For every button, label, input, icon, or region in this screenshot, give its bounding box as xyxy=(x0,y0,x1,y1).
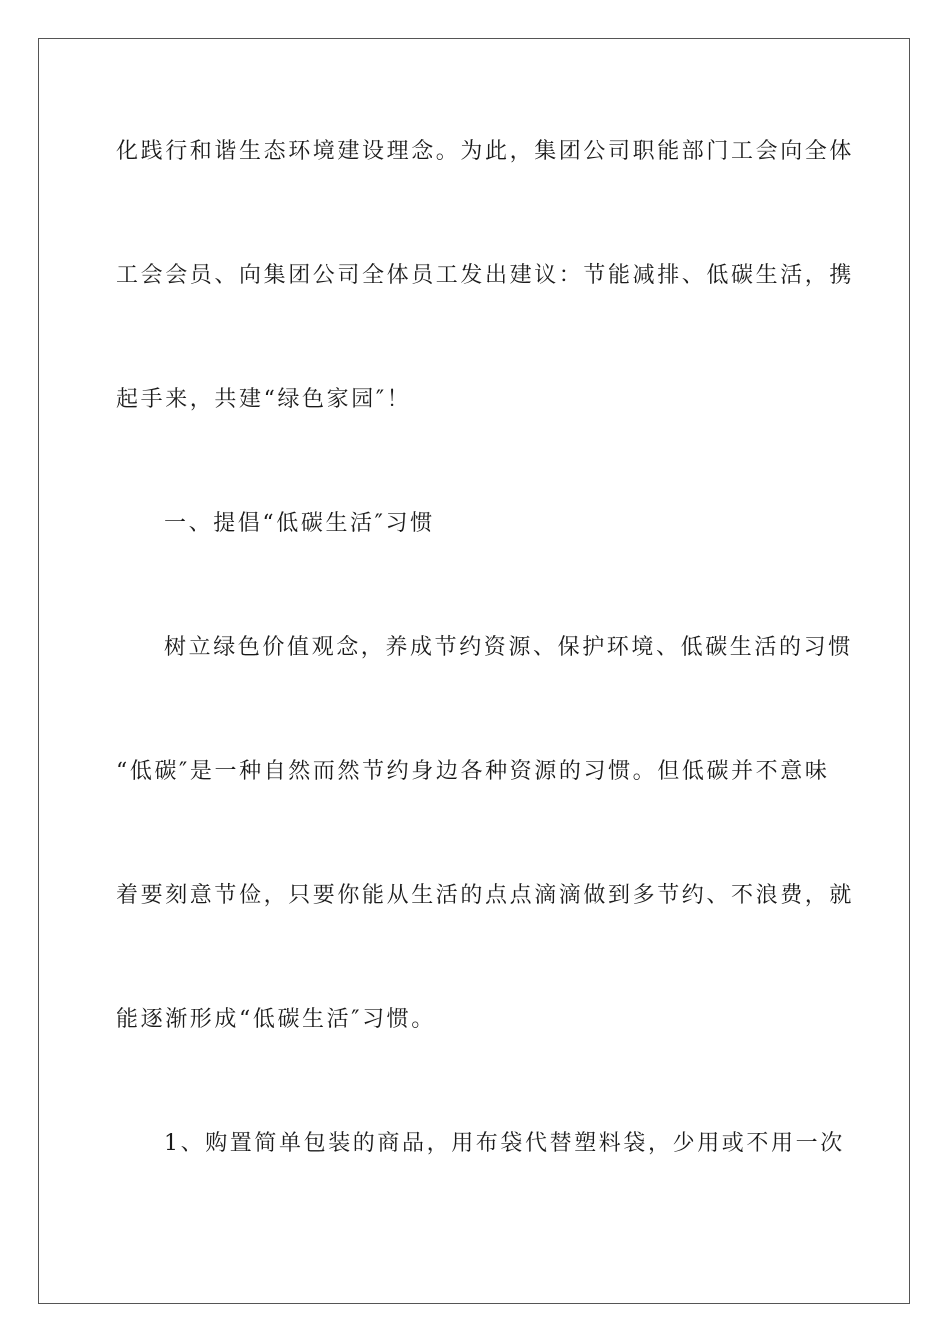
list-item-first-line: 1、购置简单包装的商品，用布袋代替塑料袋，少用或不用一次 xyxy=(164,1131,845,1156)
body-text-line: 着要刻意节俭，只要你能从生活的点点滴滴做到多节约、不浪费，就 xyxy=(116,883,855,908)
body-text-line: 化践行和谐生态环境建设理念。为此，集团公司职能部门工会向全体 xyxy=(116,139,855,164)
section-heading: 一、提倡“低碳生活″习惯 xyxy=(164,511,435,536)
body-text-line: 能逐渐形成“低碳生活″习惯。 xyxy=(116,1007,436,1032)
body-text-line: 起手来，共建“绿色家园″！ xyxy=(116,387,412,412)
body-text-line: “低碳″是一种自然而然节约身边各种资源的习惯。但低碳并不意味 xyxy=(116,759,830,784)
page-border xyxy=(38,38,910,1304)
paragraph-first-line: 树立绿色价值观念，养成节约资源、保护环境、低碳生活的习惯 xyxy=(164,635,853,660)
body-text-line: 工会会员、向集团公司全体员工发出建议：节能减排、低碳生活，携 xyxy=(116,263,855,288)
